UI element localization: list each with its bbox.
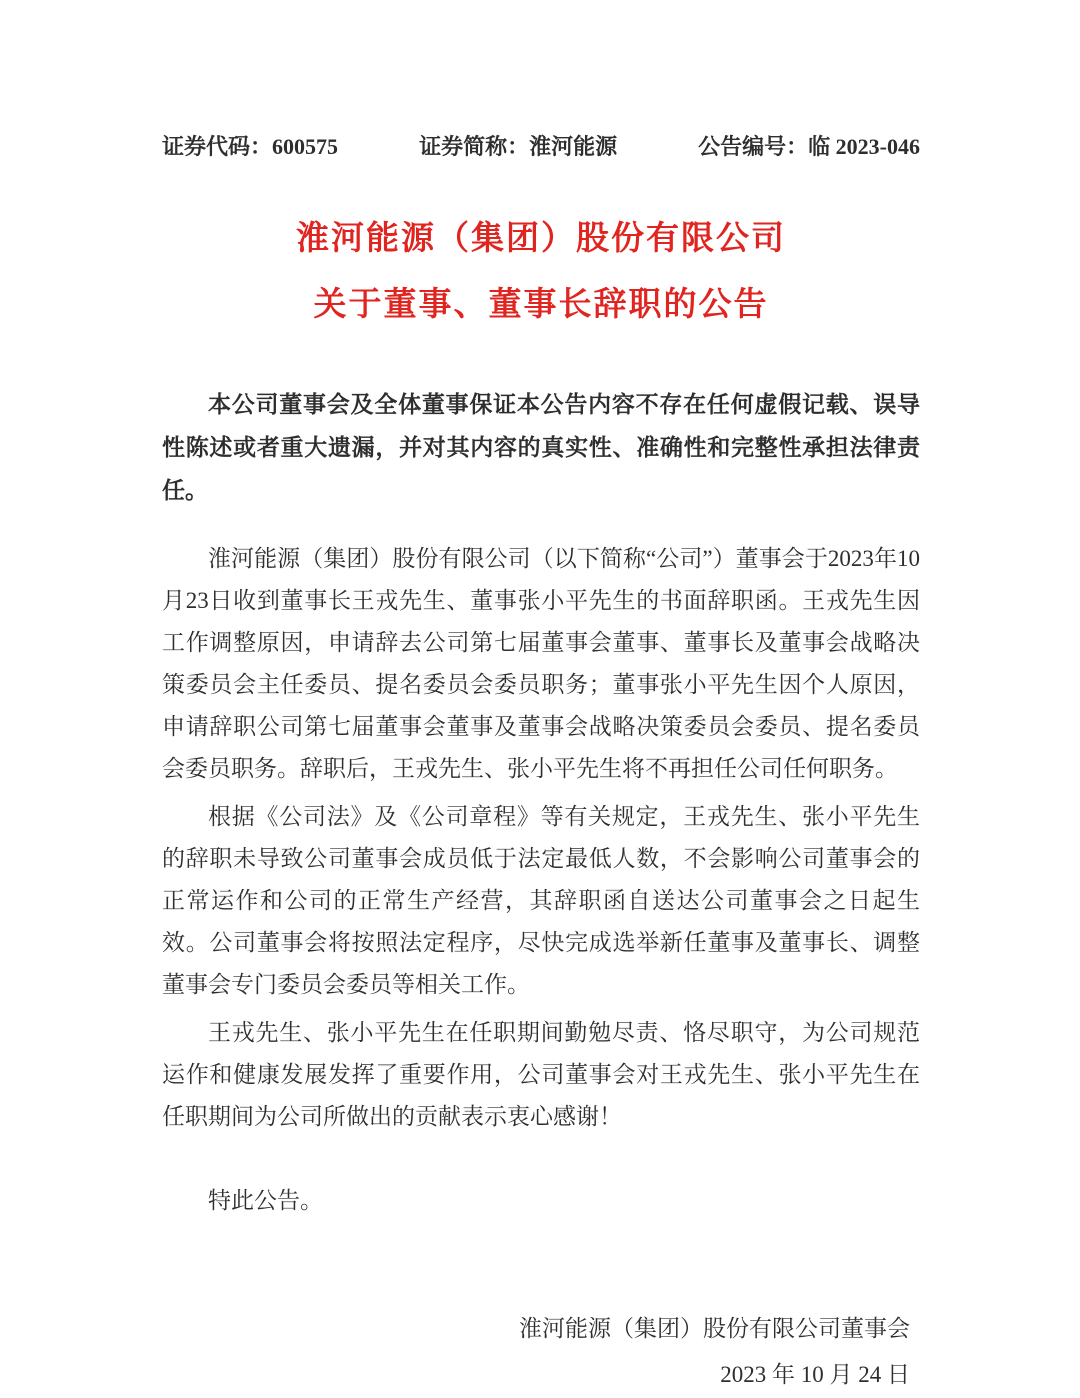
body-paragraph-gratitude: 王戎先生、张小平先生在任职期间勤勉尽责、恪尽职守，为公司规范运作和健康发展发挥了重要作用，公司董事会对王戎先生、张小平先生在任职期间为公司所做出的贡献表示衷心感谢！ (162, 1020, 920, 1129)
body-paragraph-legal-basis: 根据《公司法》及《公司章程》等有关规定，王戎先生、张小平先生的辞职未导致公司董事会成员低于法定最低人数，不会影响公司董事会的正常运作和公司的正常生产经营，其辞职函自送达公司董事会之日起生效。公司董事会将按照法定程序，尽快完成选举新任董事及董事长、调整董事会专门委员会委员等相关工作。 (162, 804, 920, 997)
stock-code: 证券代码：600575 (162, 134, 339, 159)
document-title-line2: 关于董事、董事长辞职的公告 (313, 285, 769, 322)
closing-line: 特此公告。 (208, 1188, 323, 1213)
document-title-line1: 淮河能源（集团）股份有限公司 (296, 219, 786, 256)
signature-block (162, 1306, 920, 1398)
document-content (162, 0, 920, 1398)
signature-issuer: 淮河能源（集团）股份有限公司董事会 (519, 1316, 910, 1341)
document-title (162, 205, 920, 337)
signature-date: 2023 年 10 月 24 日 (720, 1362, 910, 1387)
board-disclaimer-paragraph: 本公司董事会及全体董事保证本公告内容不存在任何虚假记载、误导性陈述或者重大遗漏，并对其内容的真实性、准确性和完整性承担法律责任。 (162, 392, 920, 503)
announcement-number: 公告编号：临 2023-046 (698, 134, 920, 159)
body-paragraph-resignation: 淮河能源（集团）股份有限公司（以下简称“公司”）董事会于2023年10月23日收到董事长王戎先生、董事张小平先生的书面辞职函。王戎先生因工作调整原因，申请辞去公司第七届董事会董事、董事长及董事会战略决策委员会主任委员、提名委员会委员职务；董事张小平先生因个人原因，申请辞职公司第七届董事会董事及董事会战略决策委员会委员、提名委员会委员职务。辞职后，王戎先生、张小平先生将不再担任公司任何职务。 (162, 546, 920, 781)
meta-header-row (162, 130, 920, 161)
stock-short-name: 证券简称：淮河能源 (419, 134, 618, 159)
